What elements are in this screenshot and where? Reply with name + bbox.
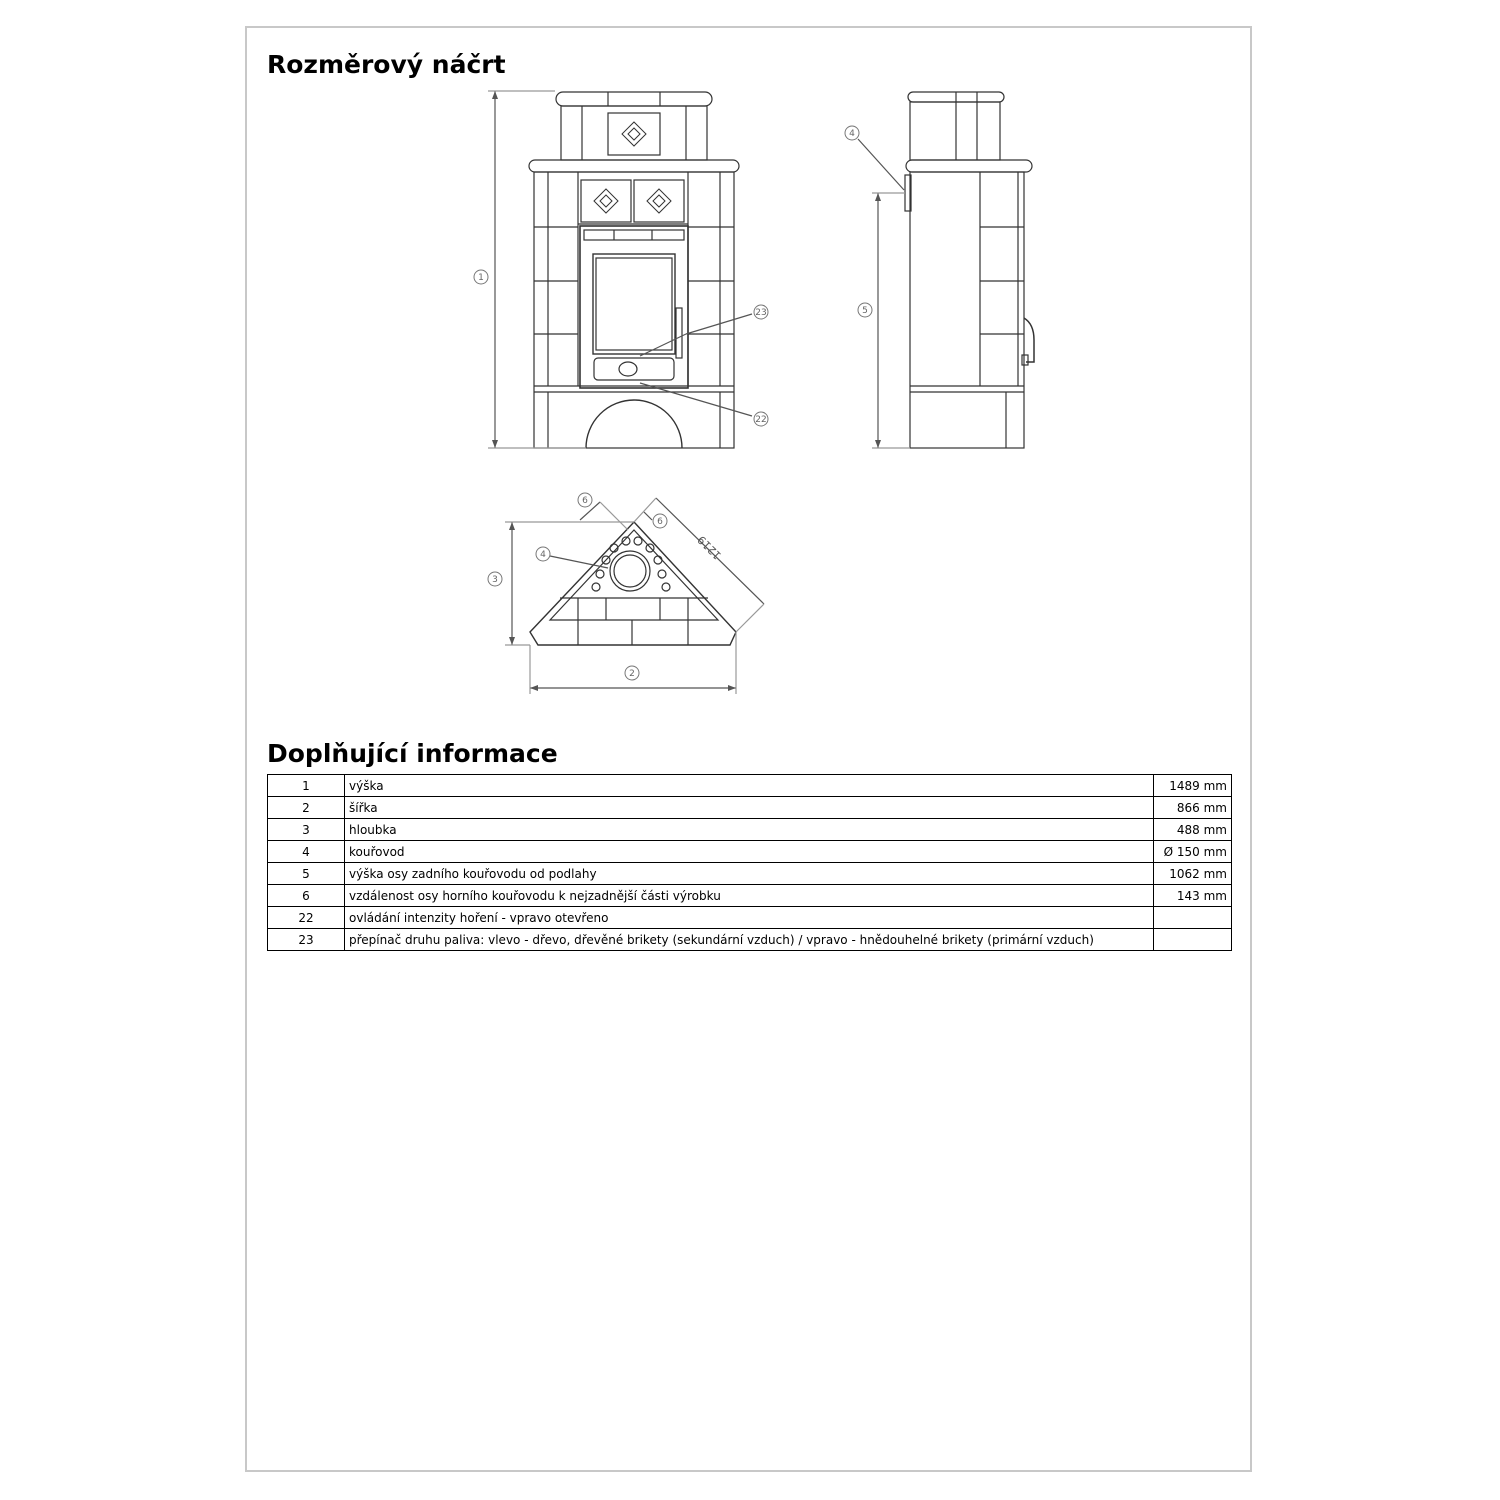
table-row (268, 929, 1232, 951)
callout-label-22: 22 (755, 415, 767, 425)
info-title: Doplňující informace (267, 739, 558, 768)
diagonal-dimension-label: 1219 (695, 532, 725, 562)
row-label: přepínač druhu paliva: vlevo - dřevo, dřevěné brikety (sekundární vzduch) / vpravo - hnědouhelné brikety (primární vzduch) (345, 929, 1154, 951)
row-label: šířka (345, 797, 1154, 819)
callout-label-6b: 6 (657, 517, 663, 527)
row-value: 1489 mm (1154, 775, 1232, 797)
callout-label-6a: 6 (582, 496, 588, 506)
callout-label-2: 2 (629, 669, 635, 679)
row-label: ovládání intenzity hoření - vpravo otevřeno (345, 907, 1154, 929)
callout-label-4-plan: 4 (540, 550, 546, 560)
row-value: 488 mm (1154, 819, 1232, 841)
dimension-drawing (0, 0, 1500, 720)
row-value: 143 mm (1154, 885, 1232, 907)
row-number: 1 (268, 775, 345, 797)
table-row (268, 863, 1232, 885)
callout-label-3: 3 (492, 575, 498, 585)
row-value: Ø 150 mm (1154, 841, 1232, 863)
info-table (267, 774, 1232, 951)
table-row (268, 841, 1232, 863)
row-number: 22 (268, 907, 345, 929)
table-row (268, 775, 1232, 797)
row-label: vzdálenost osy horního kouřovodu k nejzadnější části výrobku (345, 885, 1154, 907)
side-view (905, 92, 1034, 448)
row-label: hloubka (345, 819, 1154, 841)
row-value: 1062 mm (1154, 863, 1232, 885)
table-row (268, 819, 1232, 841)
callout-label-1: 1 (478, 273, 484, 283)
table-row (268, 797, 1232, 819)
callout-label-23: 23 (755, 308, 767, 318)
row-number: 3 (268, 819, 345, 841)
row-label: kouřovod (345, 841, 1154, 863)
row-number: 5 (268, 863, 345, 885)
table-row (268, 885, 1232, 907)
row-value (1154, 907, 1232, 929)
table-row (268, 907, 1232, 929)
callout-label-4-side: 4 (849, 129, 855, 139)
row-number: 23 (268, 929, 345, 951)
sketch-title: Rozměrový náčrt (267, 50, 506, 79)
callout-label-5: 5 (862, 306, 868, 316)
row-label: výška (345, 775, 1154, 797)
row-value: 866 mm (1154, 797, 1232, 819)
row-number: 2 (268, 797, 345, 819)
row-number: 6 (268, 885, 345, 907)
row-number: 4 (268, 841, 345, 863)
row-value (1154, 929, 1232, 951)
row-label: výška osy zadního kouřovodu od podlahy (345, 863, 1154, 885)
